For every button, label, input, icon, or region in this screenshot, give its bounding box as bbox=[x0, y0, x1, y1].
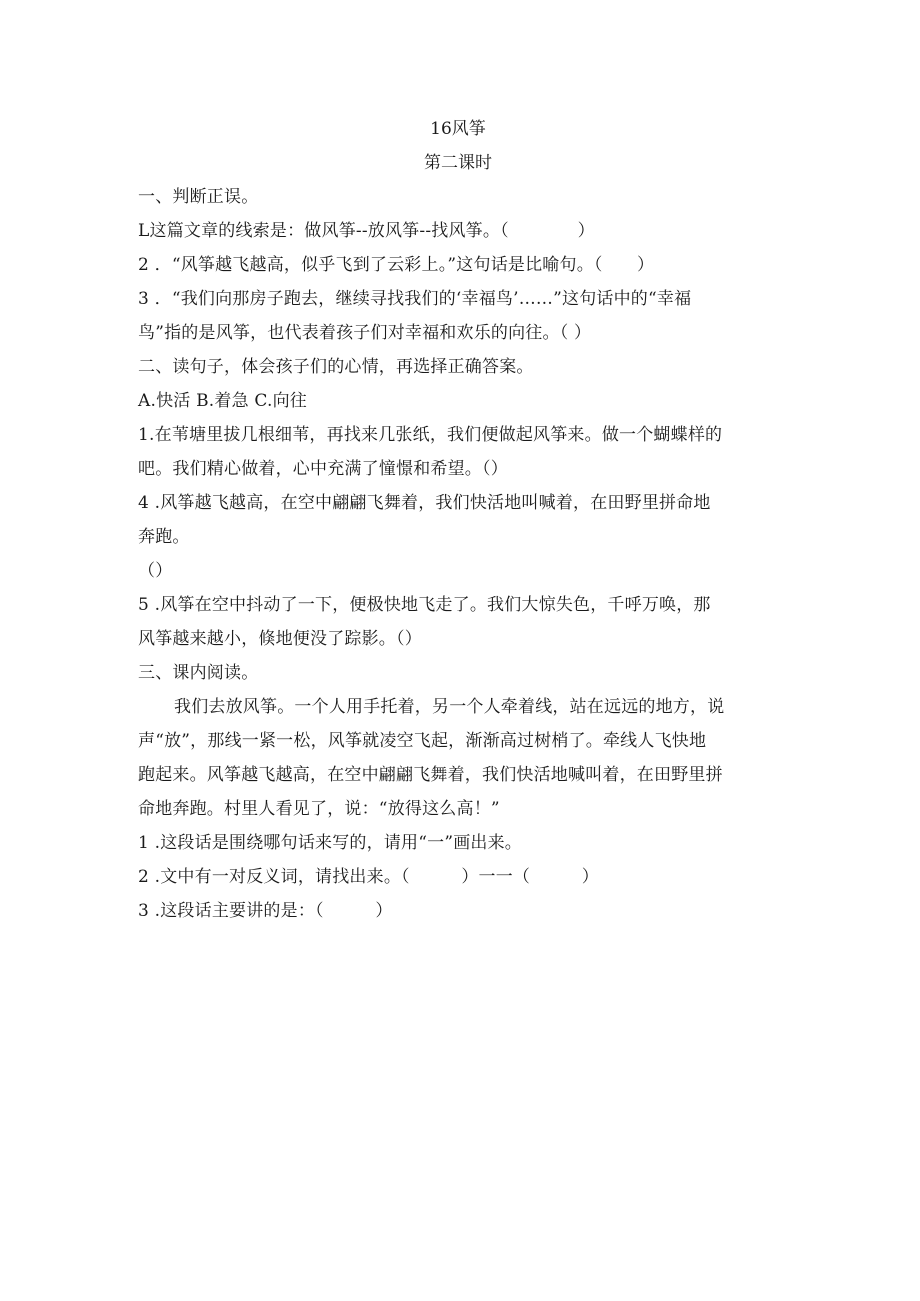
section-2-heading: 二、读句子，体会孩子们的心情，再选择正确答案。 bbox=[138, 357, 534, 377]
reading-passage-line-4: 命地奔跑。村里人看见了，说：“放得这么高！” bbox=[138, 799, 500, 819]
question-1-2: 2 ．“风筝越飞越高，似乎飞到了云彩上。”这句话是比喻句。（ ） bbox=[138, 255, 655, 275]
lesson-title: 16风筝 bbox=[430, 119, 486, 139]
question-3-2: 2 .文中有一对反义词，请找出来。（ ）一一（ ） bbox=[138, 867, 599, 887]
section-3-heading: 三、课内阅读。 bbox=[138, 663, 259, 683]
question-2-5-line-1: 5 .风筝在空中抖动了一下，便极快地飞走了。我们大惊失色，千呼万唤，那 bbox=[138, 595, 711, 615]
question-2-1-line-2: 吧。我们精心做着，心中充满了憧憬和希望。（） bbox=[138, 459, 508, 479]
question-2-1-line-1: 1.在苇塘里拔几根细苇，再找来几张纸，我们便做起风筝来。做一个蝴蝶样的 bbox=[138, 425, 723, 445]
lesson-subtitle: 第二课时 bbox=[424, 153, 492, 173]
question-1-3-line-2: 鸟”指的是风筝，也代表着孩子们对幸福和欢乐的向往。（ ） bbox=[138, 323, 592, 343]
reading-passage-line-2: 声“放”，那线一紧一松，风筝就凌空飞起，渐渐高过树梢了。牵线人飞快地 bbox=[138, 731, 707, 751]
question-2-4-line-1: 4 .风筝越飞越高，在空中翩翩飞舞着，我们快活地叫喊着，在田野里拼命地 bbox=[138, 493, 711, 513]
question-3-1: 1 .这段话是围绕哪句话来写的，请用“一”画出来。 bbox=[138, 833, 523, 853]
section-1-heading: 一、判断正误。 bbox=[138, 187, 259, 207]
question-2-4-line-2: 奔跑。 bbox=[138, 527, 190, 547]
reading-passage-line-3: 跑起来。风筝越飞越高，在空中翩翩飞舞着，我们快活地喊叫着，在田野里拼 bbox=[138, 765, 723, 785]
question-1-1: L这篇文章的线索是：做风筝--放风筝--找风筝。（ ） bbox=[138, 221, 595, 241]
worksheet-page bbox=[138, 112, 778, 928]
question-2-5-line-2: 风筝越来越小，倏地便没了踪影。（） bbox=[138, 629, 422, 649]
question-2-4-blank: （） bbox=[138, 561, 173, 581]
reading-passage-line-1: 我们去放风筝。一个人用手托着，另一个人牵着线，站在远远的地方，说 bbox=[174, 697, 725, 717]
question-3-3: 3 .这段话主要讲的是：（ ） bbox=[138, 901, 393, 921]
question-1-3-line-1: 3 ．“我们向那房子跑去，继续寻找我们的‘幸福鸟’……”这句话中的“幸福 bbox=[138, 289, 692, 309]
answer-options: A.快活 B.着急 C.向往 bbox=[138, 391, 307, 411]
